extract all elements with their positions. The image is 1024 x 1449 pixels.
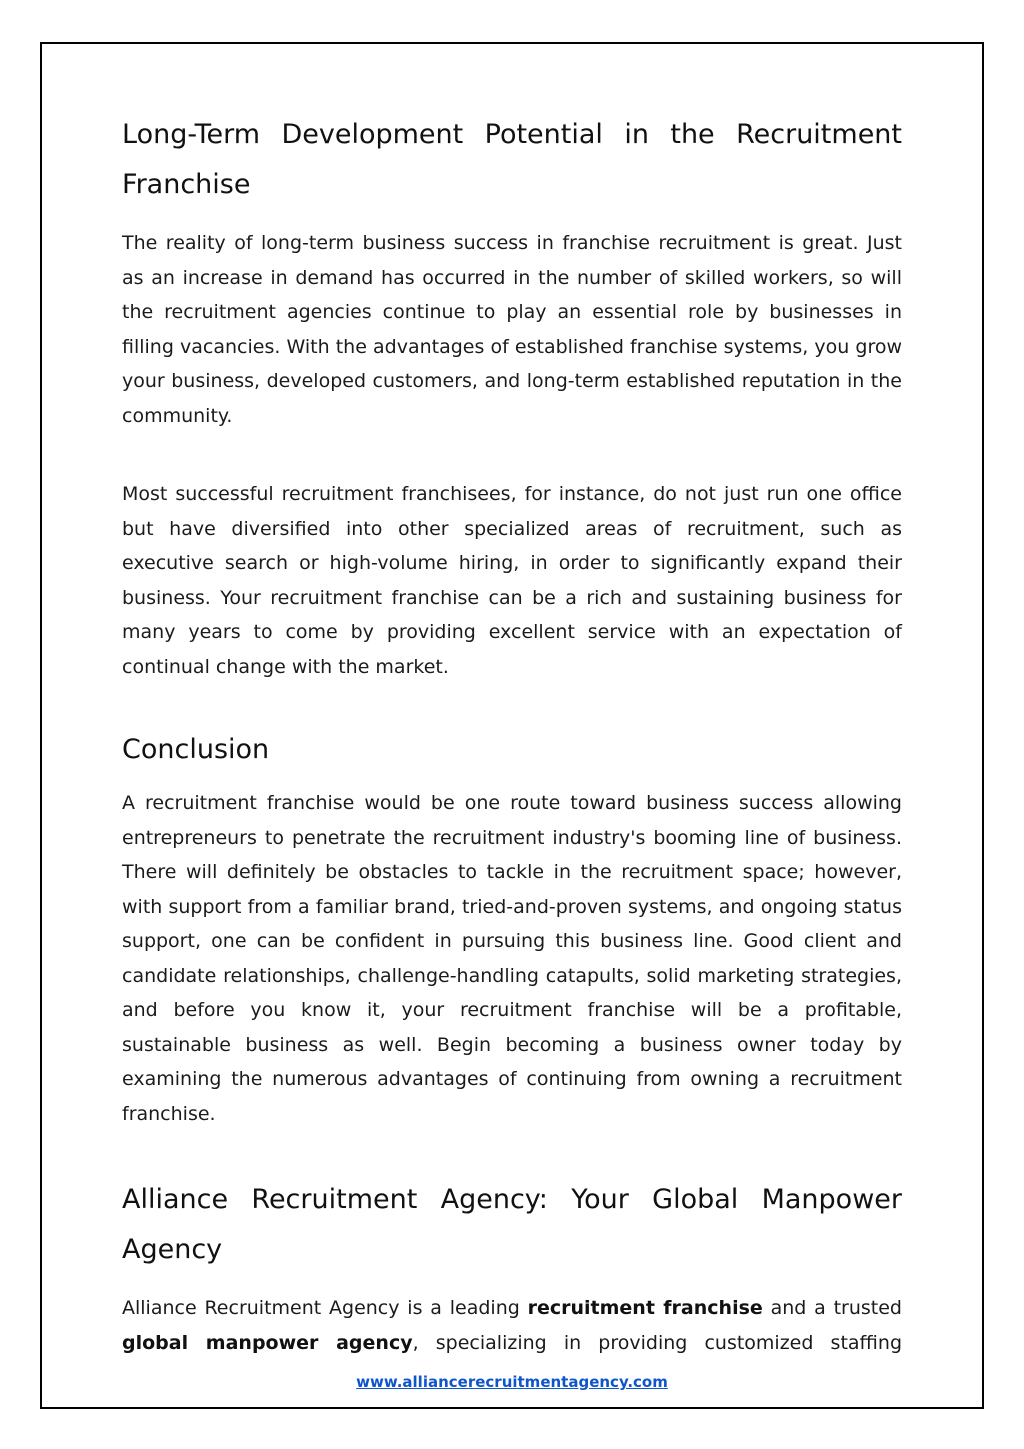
section-heading-conclusion: Conclusion bbox=[122, 734, 270, 765]
paragraph-conclusion: A recruitment franchise would be one route toward business success allowing entrepreneurs to penetrate the recruitment industry's booming line of business. There will definitely be obstacles to tackle in the recruitment space; however, with support from a familiar brand, tried-and-proven systems, and ongoing status support, one can be confident in pursuing this business line. Good client and candidate relationships, challenge-handling catapults, solid marketing strategies, and before you know it, your recruitment franchise will be a profitable, sustainable business as well. Begin becoming a business owner today by examining the numerous advantages of continuing from owning a recruitment franchise. bbox=[122, 792, 902, 1125]
alliance-intro-segment: , specializing in providing customized staffing bbox=[412, 1331, 903, 1354]
global-manpower-agency-bold-text: global manpower agency bbox=[122, 1331, 413, 1354]
paragraph-franchise-success: The reality of long-term business success in franchise recruitment is great. Just as an increase in demand has occurred in the number of skilled workers, so will the recruitment agencies continue to play an essential role by businesses in filling vacancies. With the advantages of established franchise systems, you grow your business, developed customers, and long-term established reputation in the community. bbox=[122, 232, 902, 427]
section-heading-alliance-agency: Alliance Recruitment Agency: Your Global Manpower Agency bbox=[122, 1184, 902, 1265]
alliance-intro-segment: and a trusted bbox=[762, 1297, 902, 1319]
footer-website-link[interactable]: www.alliancerecruitmentagency.com bbox=[356, 1373, 668, 1391]
page-footer bbox=[0, 1372, 1024, 1391]
alliance-intro-segment: Alliance Recruitment Agency is a leading bbox=[122, 1297, 528, 1319]
document-content bbox=[122, 110, 902, 1360]
paragraph-alliance-intro bbox=[122, 1291, 902, 1360]
section-heading-long-term-development: Long-Term Development Potential in the Recruitment Franchise bbox=[122, 119, 902, 200]
paragraph-franchisees-diversified: Most successful recruitment franchisees, for instance, do not just run one office but have diversified into other specialized areas of recruitment, such as executive search or high-volume hiring, in order to significantly expand their business. Your recruitment franchise can be a rich and sustaining business for many years to come by providing excellent service with an expectation of continual change with the market. bbox=[122, 483, 902, 678]
recruitment-franchise-bold-text: recruitment franchise bbox=[527, 1297, 763, 1319]
